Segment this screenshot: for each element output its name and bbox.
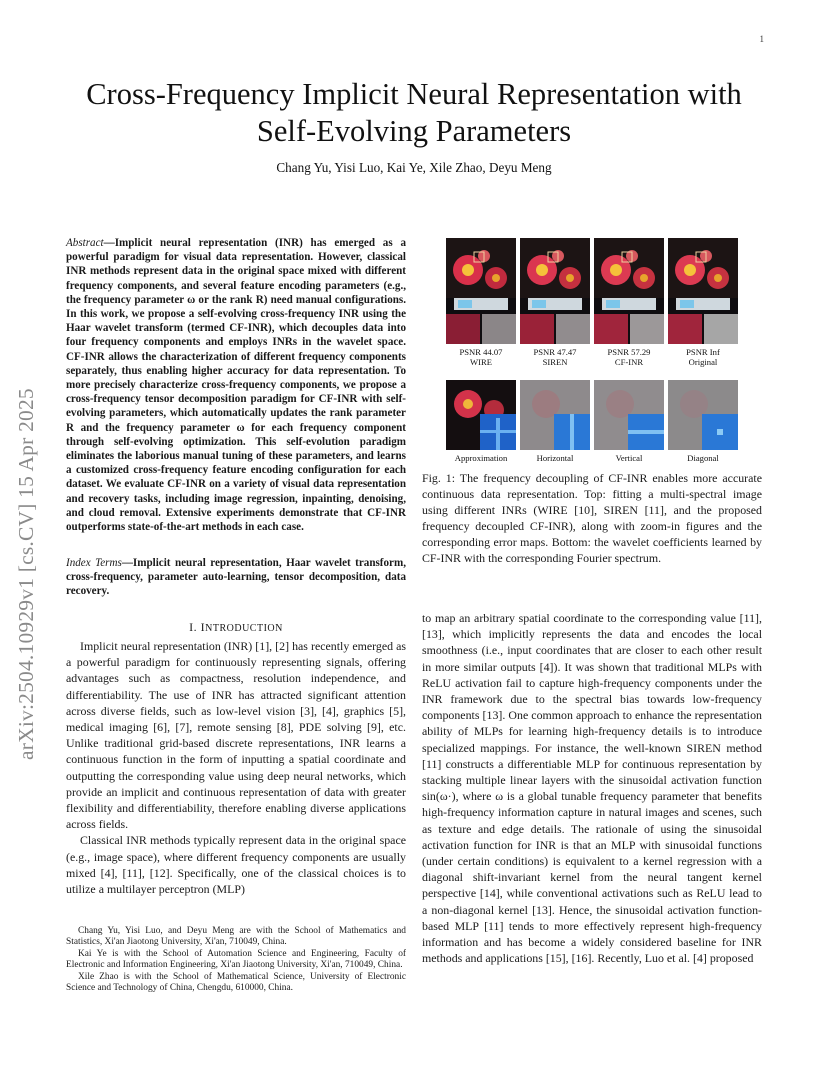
paper-title: Cross-Frequency Implicit Neural Representation with Self-Evolving Parameters (86, 77, 742, 148)
psnr-label-original: PSNR Inf Original (686, 347, 720, 367)
wavelet-horizontal (520, 380, 590, 450)
footnotes (66, 926, 406, 994)
arxiv-stamp: arXiv:2504.10929v1 [cs.CV] 15 Apr 2025 (14, 388, 38, 760)
fig-panel-cfinr (594, 238, 664, 344)
horizontal-image (520, 380, 590, 450)
wavelet-diagonal (668, 380, 738, 450)
fig-panel-wire (446, 238, 516, 344)
section-heading: I. INTRODUCTION (189, 620, 283, 634)
footnote: Xile Zhao is with the School of Mathematical Science, University of Electronic Science and Technology of China, Chengdu, 610000, China. (66, 971, 406, 994)
flower-image (594, 238, 664, 344)
wavelet-approximation (446, 380, 516, 450)
approximation-image (446, 380, 516, 450)
psnr-label-cfinr: PSNR 57.29 CF-INR (607, 347, 651, 367)
abstract-text: —Implicit neural representation (INR) has emerged as a powerful paradigm for visual data representation. However, classical INR methods represent data in the original space mixed with different frequency components, and several feature encoding parameters (e.g., the frequency parameter ω or the rank R) need manual configurations. In this work, we propose a self-evolving cross-frequency INR using the Haar wavelet transform (termed CF-INR), which decouples data into four frequency components and employs INRs in the wavelet space. CF-INR allows the characterization of different frequency components separately, thus enabling higher accuracy for data representation. To more precisely characterize cross-frequency components, we propose a cross-frequency tensor decomposition paradigm for CF-INR with self-evolving parameters, which automatically updates the rank parameter R and the frequency parameter ω for each frequency component through self-evolving optimization. This self-evolution paradigm eliminates the laborious manual tuning of these parameters, and learns a customized cross-frequency feature encoding configuration for each dataset. We evaluate CF-INR on a variety of visual data representation and recovery tasks, including image regression, inpainting, denoising, and cloud removal. Extensive experiments demonstrate that CF-INR outperforms state-of-the-art methods in each case. (66, 237, 406, 534)
flower-image (446, 238, 516, 344)
index-terms (66, 556, 406, 599)
psnr-label-siren: PSNR 47.47 SIREN (533, 347, 577, 367)
flower-image (520, 238, 590, 344)
index-terms-label: Index Terms (66, 557, 122, 569)
vertical-image (594, 380, 664, 450)
label-approximation: Approximation (454, 453, 508, 463)
index-terms-text: —Implicit neural representation, Haar wavelet transform, cross-frequency, parameter auto-learning, tensor decomposition, data recovery. (66, 557, 406, 598)
footnote: Chang Yu, Yisi Luo, and Deyu Meng are with the School of Mathematics and Statistics, Xi'an Jiaotong University, Xi'an, 710049, China. (66, 926, 406, 948)
right-column-paragraph: to map an arbitrary spatial coordinate to the corresponding value [11], [13], which implicitly represents the data and encodes the local smoothness (i.e., input coordinates that are closer to each other result in more similar outputs [4]). It was shown that traditional MLPs with ReLU activation fail to capture high-frequency components under the INR framework due to the spectral bias towards low-frequency components [13]. One common approach to enhance the representation ability of MLPs for learning high-frequency details is to introduce specialized mappings. For instance, the well-known SIREN method [11] constructs a differentiable MLP for continuous representation by stacking multiple linear layers with the sinusoidal activation function sin(ω·), where ω is a global tunable frequency parameter that benefits high-frequency information capture in natural images and scenes, such as texture and edge details. The rationale of using the sinusoidal activation function for INR is that an MLP with sinusoidal functions (under certain conditions) is equivalent to a kernel regression with a diagonal shift-invariant kernel from the neural tangent kernel perspective [14], while conventional activations such as ReLU lead to a non-diagonal kernel [13]. Hence, the sinusoidal activation function-based MLP [11] tends to more effectively represent high-frequency information and has become a widely considered baseline for INR methods and applications [15], [16]. Recently, Luo et al. [4] proposed (422, 611, 762, 966)
intro-paragraph: Implicit neural representation (INR) [1], [2] has recently emerged as a powerful paradigm for continuously representing signals, offering advantages such as compactness, resolution independence, and differentiability. The use of INR has attracted significant attention across diverse fields, such as low-level vision [3], [4], graphics [5], medical imaging [6], [7], remote sensing [8], PDE solving [9], etc. Unlike traditional grid-based discrete representations, INR learns a continuous function in the form of inputting a spatial coordinate and outputting the corresponding value using deep neural networks, which provide an implicit and continuous representation of data with greater flexibility and differentiability, therefore enabling diverse applications across fields. (66, 639, 406, 832)
right-column-body (422, 610, 762, 966)
psnr-label-wire: PSNR 44.07 WIRE (459, 347, 503, 367)
label-horizontal: Horizontal (536, 453, 574, 463)
label-diagonal: Diagonal (687, 453, 719, 463)
footnote: Kai Ye is with the School of Automation Science and Engineering, Faculty of Electronic and Information Engineering, Xi'an Jiaotong University, Xi'an, 710049, China. (66, 948, 406, 971)
abstract (66, 236, 406, 534)
flower-image (668, 238, 738, 344)
figure-caption: Fig. 1: The frequency decoupling of CF-INR enables more accurate continuous data representation. Top: fitting a multi-spectral image using different INRs (WIRE [10], SIREN [11], and the proposed frequency decoupled CF-INR), along with zoom-in figures and the corresponding error maps. Bottom: the wavelet coefficients learned by CF-INR with the corresponding Fourier spectrum. (422, 471, 762, 565)
fig-panel-siren (520, 238, 590, 344)
author-list: Chang Yu, Yisi Luo, Kai Ye, Xile Zhao, Deyu Meng (276, 160, 552, 175)
abstract-label: Abstract (66, 237, 104, 249)
diagonal-image (668, 380, 738, 450)
figure-1 (446, 238, 738, 464)
intro-body (66, 638, 406, 897)
intro-paragraph: Classical INR methods typically represent data in the original space (e.g., image space), where different frequency components are usually mixed [4], [11], [12]. Specifically, one of the classical choices is to utilize a multilayer perceptron (MLP) (66, 833, 406, 897)
page-number: 1 (759, 34, 764, 44)
wavelet-vertical (594, 380, 664, 450)
fig-panel-original (668, 238, 738, 344)
label-vertical: Vertical (615, 453, 643, 463)
